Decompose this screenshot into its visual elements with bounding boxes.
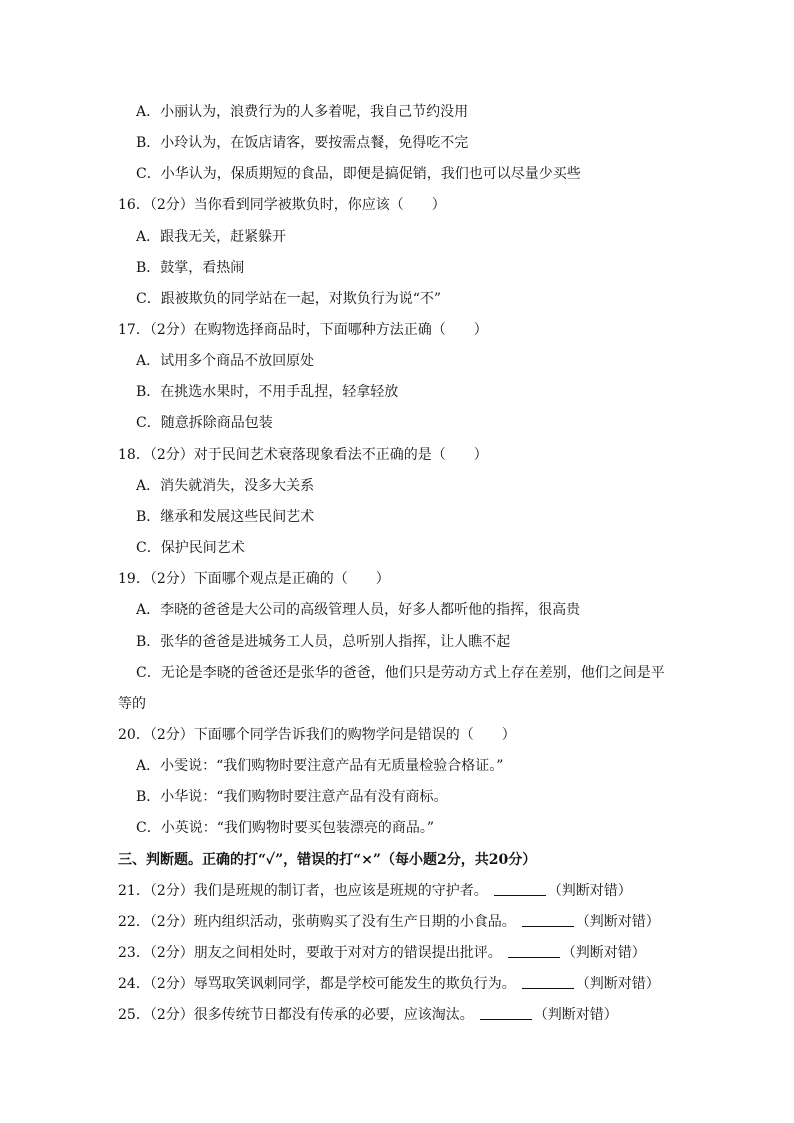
q23-text: 23．（2分）朋友之间相处时，要敢于对对方的错误提出批评。: [118, 945, 502, 961]
q15-option-b: B．小玲认为，在饭店请客，要按需点餐，免得吃不完: [136, 135, 469, 151]
q20-stem: 20．（2分）下面哪个同学告诉我们的购物学问是错误的（ ）: [118, 727, 516, 743]
q21-suffix: （判断对错）: [547, 883, 632, 899]
q20-option-c: C．小英说：“我们购物时要买包装漂亮的商品。”: [136, 820, 435, 836]
q25-suffix: （判断对错）: [533, 1007, 618, 1023]
q19-stem: 19．（2分）下面哪个观点是正确的（ ）: [118, 571, 390, 587]
q18-option-c: C．保护民间艺术: [136, 540, 245, 556]
q23-statement: [118, 943, 646, 963]
q22-statement: [118, 912, 660, 932]
q24-answer-blank[interactable]: [522, 974, 574, 989]
q21-text: 21．（2分）我们是班规的制订者，也应该是班规的守护者。: [118, 883, 488, 899]
q17-option-b: B．在挑选水果时，不用手乱捏，轻拿轻放: [136, 384, 399, 400]
q19-option-b: B．张华的爸爸是进城务工人员，总听别人指挥，让人瞧不起: [136, 634, 511, 650]
q25-answer-blank[interactable]: [480, 1005, 532, 1020]
q25-statement: [118, 1005, 618, 1025]
q15-option-a: A．小丽认为，浪费行为的人多着呢，我自己节约没用: [136, 104, 469, 120]
q17-stem: 17．（2分）在购物选择商品时，下面哪种方法正确（ ）: [118, 322, 488, 338]
q16-option-c: C．跟被欺负的同学站在一起，对欺负行为说“不”: [136, 291, 442, 307]
q18-option-b: B．继承和发展这些民间艺术: [136, 509, 315, 525]
q17-option-c: C．随意拆除商品包装: [136, 415, 273, 431]
section-judgement-heading: 三、判断题。正确的打“✓”，错误的打“×”（每小题2分，共20分）: [118, 852, 537, 868]
q16-option-a: A．跟我无关，赶紧躲开: [136, 229, 287, 245]
q24-suffix: （判断对错）: [575, 976, 660, 992]
q21-statement: [118, 881, 632, 901]
q25-text: 25．（2分）很多传统节日都没有传承的必要，应该淘汰。: [118, 1007, 474, 1023]
q15-option-c: C．小华认为，保质期短的食品，即便是搞促销，我们也可以尽量少买些: [136, 166, 581, 182]
q24-statement: [118, 974, 660, 994]
q18-stem: 18．（2分）对于民间艺术衰落现象看法不正确的是（ ）: [118, 447, 488, 463]
q23-answer-blank[interactable]: [508, 943, 560, 958]
q22-suffix: （判断对错）: [575, 914, 660, 930]
q23-suffix: （判断对错）: [561, 945, 646, 961]
q22-answer-blank[interactable]: [522, 912, 574, 927]
q19-option-c: C．无论是李晓的爸爸还是张华的爸爸，他们只是劳动方式上存在差别，他们之间是平: [136, 665, 665, 681]
q18-option-a: A．消失就消失，没多大关系: [136, 478, 315, 494]
q19-option-c-continuation: 等的: [118, 696, 146, 712]
q21-answer-blank[interactable]: [494, 881, 546, 896]
q22-text: 22．（2分）班内组织活动，张萌购买了没有生产日期的小食品。: [118, 914, 516, 930]
q16-option-b: B．鼓掌，看热闹: [136, 260, 245, 276]
q20-option-a: A．小雯说：“我们购物时要注意产品有无质量检验合格证。”: [136, 758, 504, 774]
q24-text: 24．（2分）辱骂取笑讽刺同学，都是学校可能发生的欺负行为。: [118, 976, 516, 992]
q20-option-b: B．小华说：“我们购物时要注意产品有没有商标。: [136, 789, 448, 805]
q16-stem: 16．（2分）当你看到同学被欺负时，你应该（ ）: [118, 197, 446, 213]
q19-option-a: A．李晓的爸爸是大公司的高级管理人员，好多人都听他的指挥，很高贵: [136, 602, 581, 618]
q17-option-a: A．试用多个商品不放回原处: [136, 353, 315, 369]
